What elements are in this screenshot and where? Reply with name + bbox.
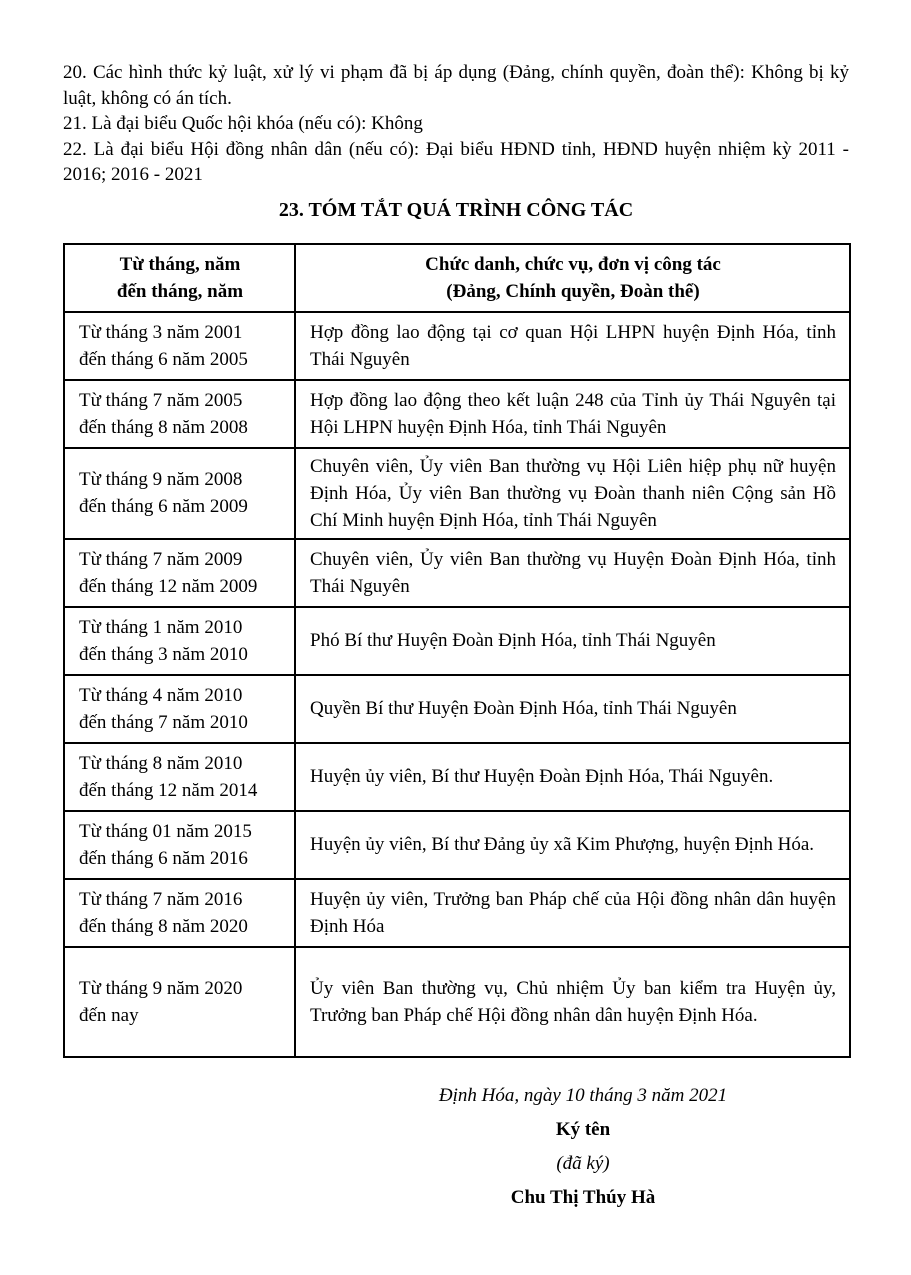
role-cell: Chuyên viên, Ủy viên Ban thường vụ Huyện Đoàn Định Hóa, tỉnh Thái Nguyên [295,539,850,607]
period-cell [64,743,295,811]
period-from: Từ tháng 7 năm 2009 [79,548,243,570]
table-row [64,879,850,947]
table-row [64,743,850,811]
period-from: Từ tháng 3 năm 2001 [79,321,243,343]
section-title: 23. TÓM TẮT QUÁ TRÌNH CÔNG TÁC [278,198,634,221]
table-row [64,312,850,380]
period-to: đến tháng 3 năm 2010 [79,643,248,665]
signature-block [363,1084,803,1210]
period-from: Từ tháng 1 năm 2010 [79,616,243,638]
role-cell: Chuyên viên, Ủy viên Ban thường vụ Hội Liên hiệp phụ nữ huyện Định Hóa, Ủy viên Ban thường vụ Đoàn thanh niên Cộng sản Hồ Chí Minh huyện Định Hóa, tỉnh Thái Nguyên [295,448,850,539]
period-from: Từ tháng 7 năm 2005 [79,389,243,411]
period-from: Từ tháng 8 năm 2010 [79,752,243,774]
paragraph-item-21: 21. Là đại biểu Quốc hội khóa (nếu có): Không [63,113,423,135]
table-row [64,448,850,539]
period-to: đến tháng 12 năm 2014 [79,779,258,801]
role-cell: Hợp đồng lao động theo kết luận 248 của Tỉnh ủy Thái Nguyên tại Hội LHPN huyện Định Hóa, tỉnh Thái Nguyên [295,380,850,448]
role-cell: Huyện ủy viên, Bí thư Huyện Đoàn Định Hóa, Thái Nguyên. [295,743,850,811]
period-cell [64,811,295,879]
period-from: Từ tháng 9 năm 2020 [79,977,243,999]
period-cell [64,448,295,539]
table-row [64,380,850,448]
role-cell: Hợp đồng lao động tại cơ quan Hội LHPN huyện Định Hóa, tỉnh Thái Nguyên [295,312,850,380]
period-from: Từ tháng 9 năm 2008 [79,469,243,491]
period-to: đến tháng 8 năm 2008 [79,416,248,438]
header-role-line1: Chức danh, chức vụ, đơn vị công tác [425,253,721,275]
period-to: đến tháng 6 năm 2016 [79,847,248,869]
role-cell: Huyện ủy viên, Trưởng ban Pháp chế của Hội đồng nhân dân huyện Định Hóa [295,879,850,947]
period-cell [64,675,295,743]
table-row [64,675,850,743]
period-to: đến tháng 7 năm 2010 [79,711,248,733]
work-history-table [63,243,851,1058]
header-period [64,244,295,312]
header-period-line1: Từ tháng, năm [119,253,241,275]
paragraph-item-20: 20. Các hình thức kỷ luật, xử lý vi phạm đã bị áp dụng (Đảng, chính quyền, đoàn thể): Không bị kỷ luật, không có án tích. [63,62,849,109]
table-row [64,811,850,879]
paragraph-item-22: 22. Là đại biểu Hội đồng nhân dân (nếu có): Đại biểu HĐND tỉnh, HĐND huyện nhiệm kỳ 2011 - 2016; 2016 - 2021 [63,138,849,186]
header-role-line2: (Đảng, Chính quyền, Đoàn thể) [446,280,700,302]
period-cell [64,380,295,448]
period-to: đến nay [79,1004,139,1026]
signature-place-date: Định Hóa, ngày 10 tháng 3 năm 2021 [438,1084,728,1106]
role-cell: Ủy viên Ban thường vụ, Chủ nhiệm Ủy ban kiểm tra Huyện ủy, Trưởng ban Pháp chế Hội đồng nhân dân huyện Định Hóa. [295,947,850,1057]
table-row [64,607,850,675]
period-from: Từ tháng 4 năm 2010 [79,684,243,706]
header-period-line2: đến tháng, năm [116,280,244,302]
period-cell [64,539,295,607]
table-header-row [64,244,850,312]
period-cell [64,312,295,380]
period-to: đến tháng 12 năm 2009 [79,575,258,597]
signature-sign-label: Ký tên [555,1118,611,1140]
header-role [295,244,850,312]
period-cell [64,607,295,675]
period-cell [64,879,295,947]
intro-paragraphs [63,60,849,188]
period-to: đến tháng 8 năm 2020 [79,915,248,937]
role-cell: Quyền Bí thư Huyện Đoàn Định Hóa, tỉnh Thái Nguyên [295,675,850,743]
signature-signer-name: Chu Thị Thúy Hà [510,1186,656,1208]
signature-signed-note: (đã ký) [556,1152,610,1174]
role-cell: Phó Bí thư Huyện Đoàn Định Hóa, tỉnh Thái Nguyên [295,607,850,675]
period-from: Từ tháng 7 năm 2016 [79,888,243,910]
table-row [64,539,850,607]
role-cell: Huyện ủy viên, Bí thư Đảng ủy xã Kim Phượng, huyện Định Hóa. [295,811,850,879]
table-row [64,947,850,1057]
period-from: Từ tháng 01 năm 2015 [79,820,252,842]
period-cell [64,947,295,1057]
period-to: đến tháng 6 năm 2005 [79,348,248,370]
period-to: đến tháng 6 năm 2009 [79,496,248,518]
